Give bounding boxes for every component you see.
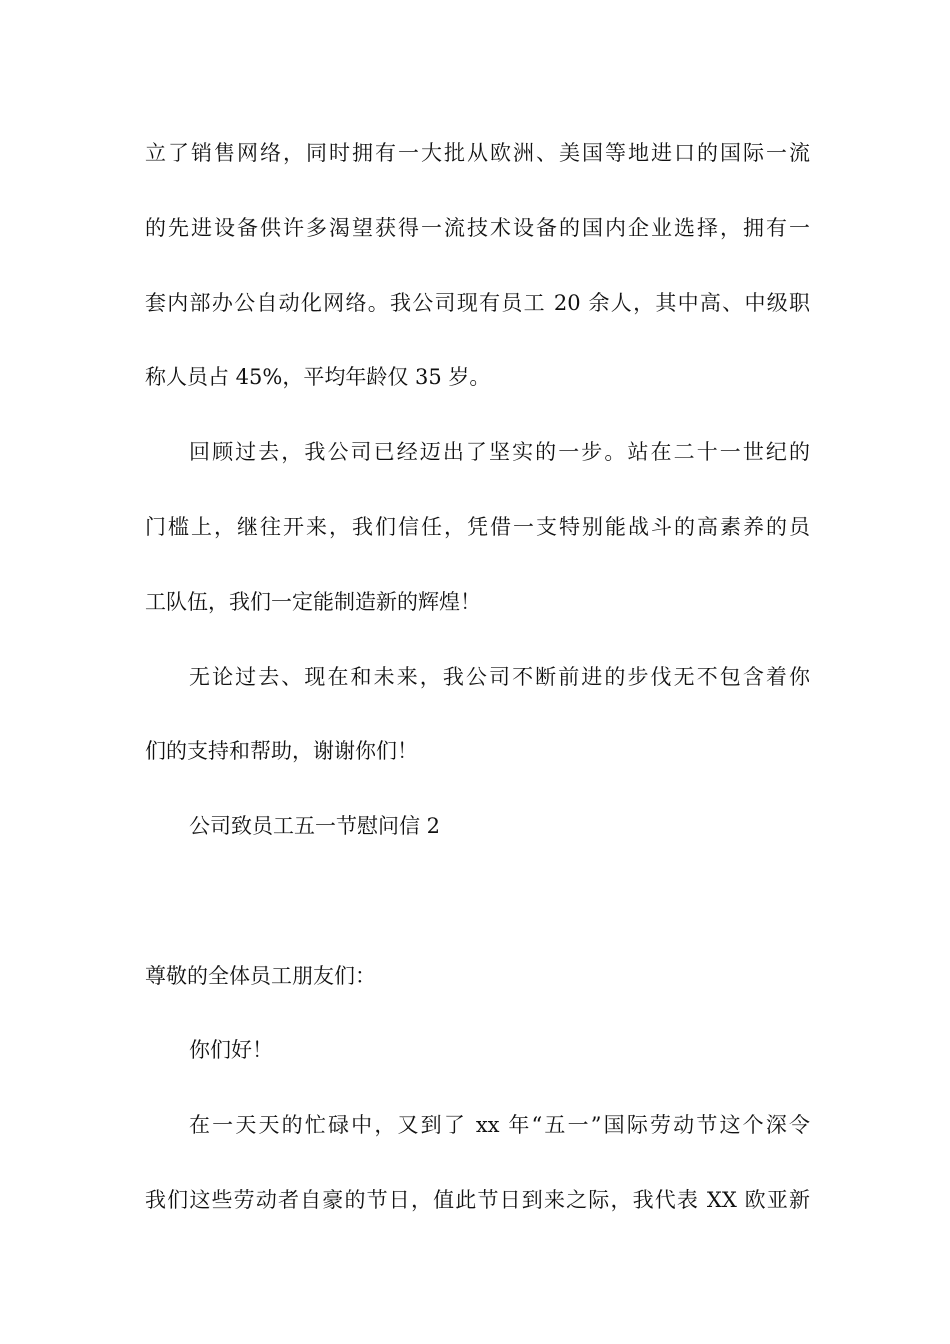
paragraph-line: 的先进设备供许多渴望获得一流技术设备的国内企业选择，拥有一 bbox=[145, 216, 810, 240]
paragraph-line: 立了销售网络，同时拥有一大批从欧洲、美国等地进口的国际一流 bbox=[145, 141, 810, 165]
paragraph-line: 们的支持和帮助，谢谢你们！ bbox=[145, 739, 418, 763]
paragraph-line: 工队伍，我们一定能制造新的辉煌！ bbox=[145, 590, 481, 614]
salutation: 尊敬的全体员工朋友们： bbox=[145, 964, 376, 988]
greeting: 你们好！ bbox=[189, 1038, 273, 1062]
paragraph-line: 在一天天的忙碌中，又到了 xx 年“五一”国际劳动节这个深令 bbox=[189, 1113, 810, 1137]
paragraph-line: 门槛上，继往开来，我们信任，凭借一支特别能战斗的高素养的员 bbox=[145, 515, 810, 539]
paragraph-line: 套内部办公自动化网络。我公司现有员工 20 余人，其中高、中级职 bbox=[145, 291, 810, 315]
paragraph-line: 我们这些劳动者自豪的节日，值此节日到来之际，我代表 XX 欧亚新 bbox=[145, 1188, 810, 1212]
paragraph-line: 称人员占 45%，平均年龄仅 35 岁。 bbox=[145, 365, 491, 389]
paragraph-line: 无论过去、现在和未来，我公司不断前进的步伐无不包含着你 bbox=[189, 665, 810, 689]
section-heading: 公司致员工五一节慰问信 2 bbox=[189, 814, 441, 838]
paragraph-line: 回顾过去，我公司已经迈出了坚实的一步。站在二十一世纪的 bbox=[189, 440, 810, 464]
